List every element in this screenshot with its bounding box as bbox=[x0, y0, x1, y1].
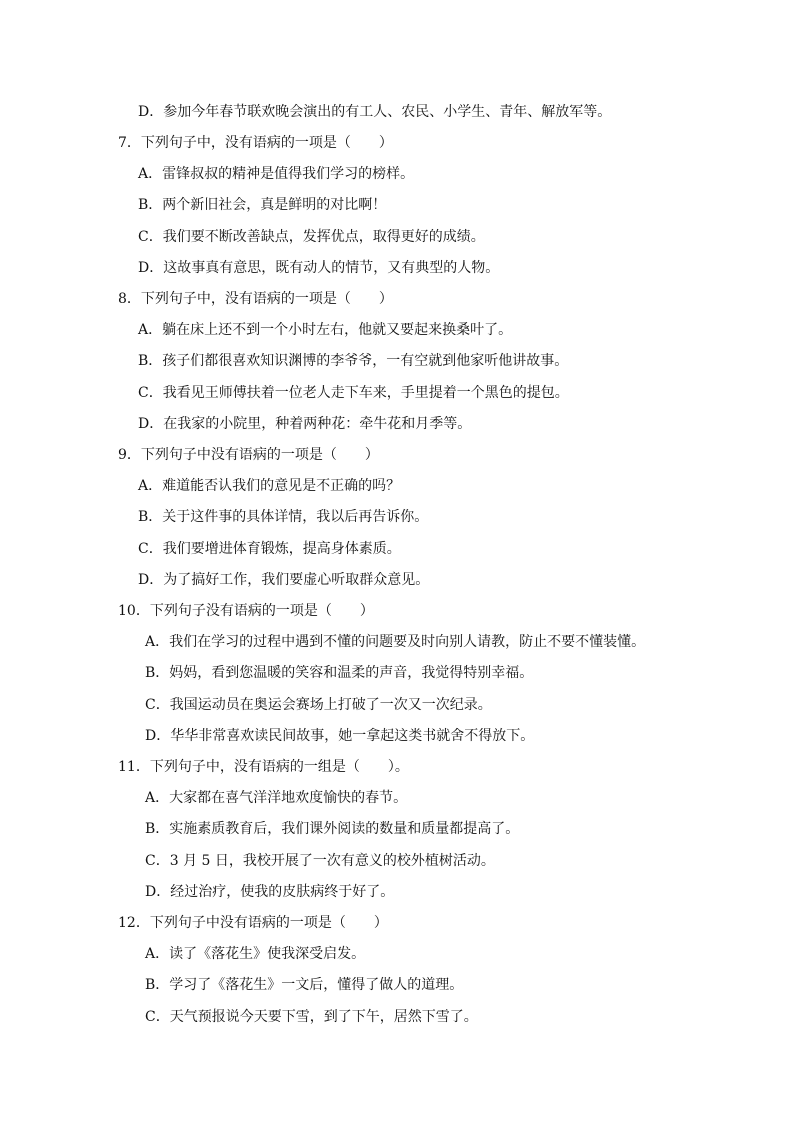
q12-option-c: C．天气预报说今天要下雪，到了下午，居然下雪了。 bbox=[145, 1009, 478, 1025]
q11-option-a: A．大家都在喜气洋洋地欢度愉快的春节。 bbox=[145, 790, 408, 806]
q11-option-b: B．实施素质教育后，我们课外阅读的数量和质量都提高了。 bbox=[145, 821, 520, 837]
q7-option-d: D．这故事真有意思，既有动人的情节，又有典型的人物。 bbox=[138, 260, 500, 276]
q10-option-c: C．我国运动员在奥运会赛场上打破了一次又一次纪录。 bbox=[145, 697, 492, 713]
q12-option-b: B．学习了《落花生》一文后，懂得了做人的道理。 bbox=[145, 977, 464, 993]
q10-question: 10．下列句子没有语病的一项是（ ） bbox=[118, 603, 374, 619]
q10-option-b: B．妈妈，看到您温暖的笑容和温柔的声音，我觉得特别幸福。 bbox=[145, 665, 534, 681]
q7-option-b: B．两个新旧社会，真是鲜明的对比啊！ bbox=[138, 197, 387, 213]
q11-option-d: D．经过治疗，使我的皮肤病终于好了。 bbox=[145, 884, 395, 900]
q11-question: 11．下列句子中，没有语病的一组是（ ）。 bbox=[118, 759, 409, 775]
q9-option-b: B．关于这件事的具体详情，我以后再告诉你。 bbox=[138, 509, 429, 525]
q9-option-d: D．为了搞好工作，我们要虚心听取群众意见。 bbox=[138, 572, 430, 588]
q9-option-c: C．我们要增进体育锻炼，提高身体素质。 bbox=[138, 541, 401, 557]
q8-option-d: D．在我家的小院里，种着两种花：牵牛花和月季等。 bbox=[138, 416, 472, 432]
q9-option-a: A．难道能否认我们的意见是不正确的吗？ bbox=[138, 478, 401, 494]
q7-option-a: A．雷锋叔叔的精神是值得我们学习的榜样。 bbox=[138, 166, 415, 182]
q7-option-c: C．我们要不断改善缺点，发挥优点，取得更好的成绩。 bbox=[138, 229, 485, 245]
q8-option-a: A．躺在床上还不到一个小时左右，他就又要起来换桑叶了。 bbox=[138, 322, 513, 338]
q12-option-a: A．读了《落花生》使我深受启发。 bbox=[145, 946, 366, 962]
q8-question: 8．下列句子中，没有语病的一项是（ ） bbox=[118, 291, 393, 307]
q6-option-d: D．参加今年春节联欢晚会演出的有工人、农民、小学生、青年、解放军等。 bbox=[138, 104, 612, 120]
q8-option-c: C．我看见王师傅扶着一位老人走下车来，手里提着一个黑色的提包。 bbox=[138, 385, 569, 401]
q10-option-a: A．我们在学习的过程中遇到不懂的问题要及时向别人请教，防止不要不懂装懂。 bbox=[145, 634, 646, 650]
q12-question: 12．下列句子中没有语病的一项是（ ） bbox=[118, 915, 388, 931]
q8-option-b: B．孩子们都很喜欢知识渊博的李爷爷，一有空就到他家听他讲故事。 bbox=[138, 353, 569, 369]
q10-option-d: D．华华非常喜欢读民间故事，她一拿起这类书就舍不得放下。 bbox=[145, 728, 535, 744]
q11-option-c: C．3 月 5 日，我校开展了一次有意义的校外植树活动。 bbox=[145, 853, 495, 869]
q9-question: 9．下列句子中没有语病的一项是（ ） bbox=[118, 447, 379, 463]
q7-question: 7．下列句子中，没有语病的一项是（ ） bbox=[118, 135, 393, 151]
